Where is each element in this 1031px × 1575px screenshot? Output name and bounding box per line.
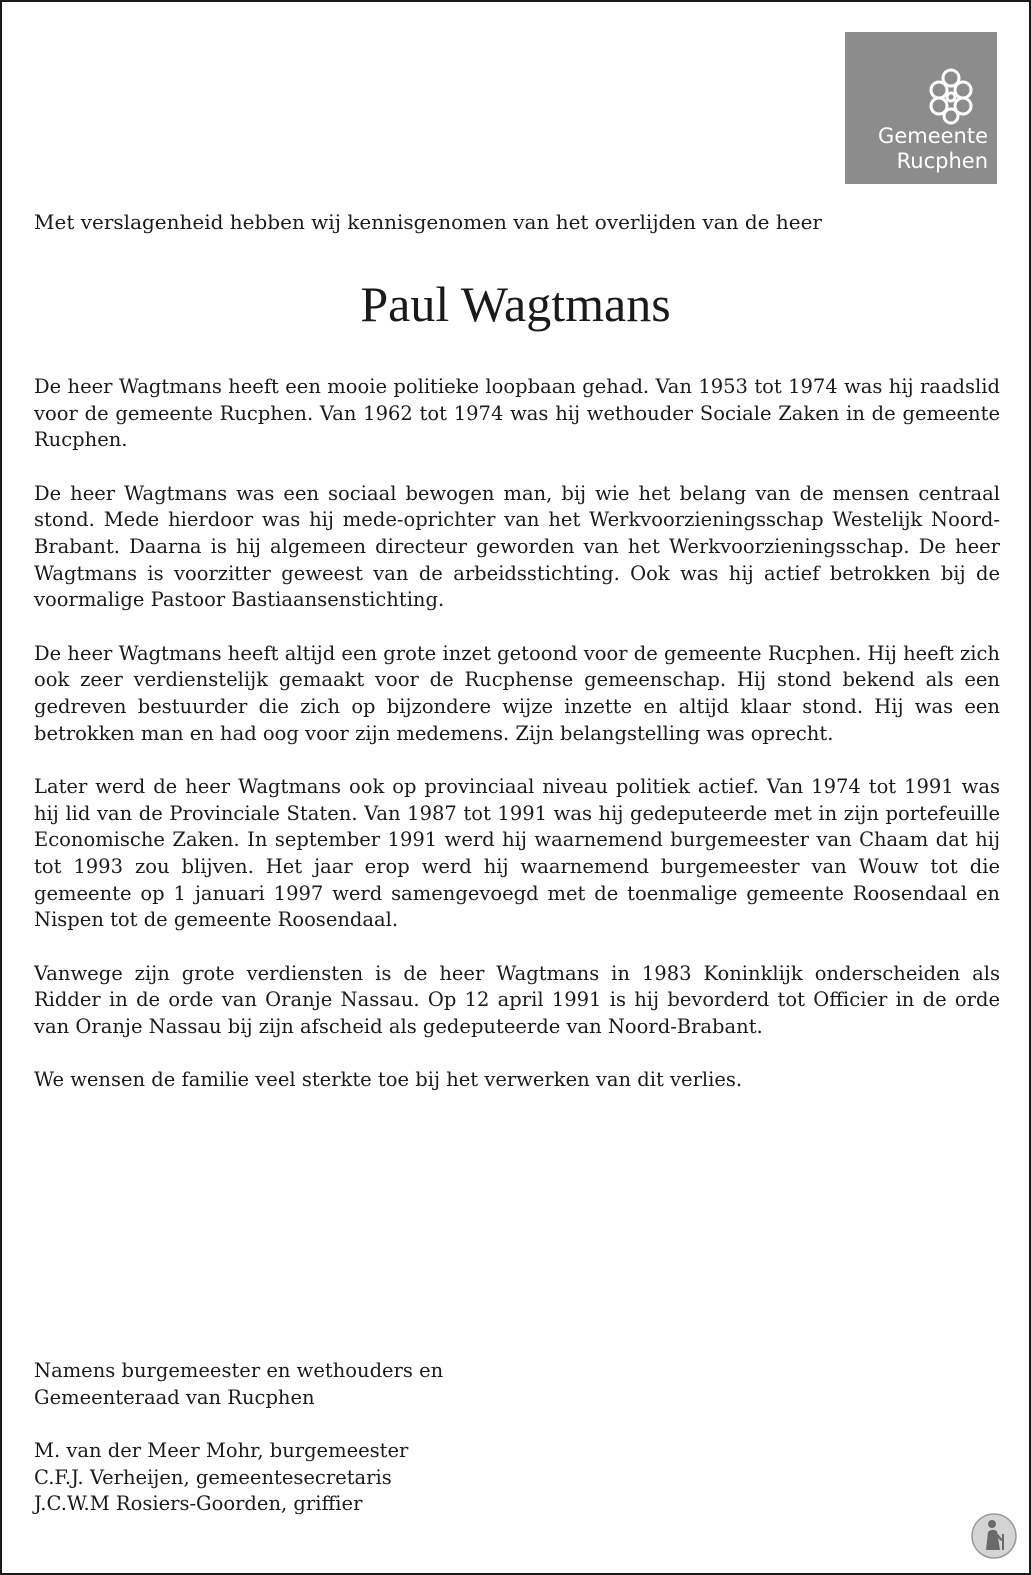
mourning-badge (970, 1512, 1018, 1560)
intro-sentence: Met verslagenheid hebben wij kennisgenomen van het overlijden van de heer (34, 210, 822, 234)
obituary-body (34, 374, 1000, 1121)
council-line: Gemeenteraad van Rucphen (34, 1385, 315, 1409)
logo-line-gemeente: Gemeente (878, 124, 988, 148)
gemeente-rucphen-logo (845, 32, 997, 184)
mourning-figure-icon (970, 1512, 1018, 1560)
signatory-clerk: J.C.W.M Rosiers-Goorden, griffier (34, 1492, 363, 1516)
signatory-mayor: M. van der Meer Mohr, burgemeester (34, 1439, 409, 1463)
paragraph-career: De heer Wagtmans heeft een mooie politieke loopbaan gehad. Van 1953 tot 1974 was hij raadslid voor de gemeente Rucphen. Van 1962 tot 1974 was hij wethouder Sociale Zaken in de gemeente Rucphen. (34, 375, 1000, 452)
logo-text (845, 124, 988, 174)
signatory-secretary: C.F.J. Verheijen, gemeentesecretaris (34, 1465, 392, 1489)
on-behalf-line: Namens burgemeester en wethouders en (34, 1359, 444, 1382)
deceased-name: Paul Wagtmans (360, 276, 671, 332)
paragraph-provincial: Later werd de heer Wagtmans ook op provinciaal niveau politiek actief. Van 1974 tot 1991 was hij lid van de Provinciale Staten. Van 1987 tot 1991 was hij gedeputeerde met in zijn portefeuille Economische Zaken. In september 1991 werd hij waarnemend burgemeester van Chaam dat hij tot 1993 zou blijven. Het jaar erop werd hij waarnemend burgemeester van Wouw tot die gemeente op 1 januari 1997 werd samengevoegd met de toenmalige gemeente Roosendaal en Nispen tot de gemeente Roosendaal. (34, 775, 1000, 932)
signature-block (34, 1358, 934, 1518)
paragraph-social: De heer Wagtmans was een sociaal bewogen man, bij wie het belang van de mensen centraal stond. Mede hierdoor was hij mede-oprichter van het Werkvoorzieningsschap Westelijk Noord-Brabant. Daarna is hij algemeen directeur geworden van het Werkvoorzieningsschap. De heer Wagtmans is voorzitter geweest van de arbeidsstichting. Ook was hij actief betrokken bij de voormalige Pastoor Bastiaansenstichting. (34, 481, 1000, 612)
logo-line-rucphen: Rucphen (896, 149, 988, 173)
paragraph-commitment: De heer Wagtmans heeft altijd een grote inzet getoond voor de gemeente Rucphen. Hij heeft zich ook zeer verdienstelijk gemaakt voor de Rucphense gemeenschap. Hij stond bekend als een gedreven bestuurder die zich op bijzondere wijze inzette en altijd klaar stond. Hij was een betrokken man en had oog voor zijn medemens. Zijn belangstelling was oprecht. (34, 641, 1000, 745)
paragraph-condolence: We wensen de familie veel sterkte toe bij het verwerken van dit verlies. (34, 1068, 743, 1092)
paragraph-honours: Vanwege zijn grote verdiensten is de heer Wagtmans in 1983 Koninklijk onderscheiden als Ridder in de orde van Oranje Nassau. Op 12 april 1991 is hij bevorderd tot Officier in de orde van Oranje Nassau bij zijn afscheid als gedeputeerde van Noord-Brabant. (34, 961, 1000, 1038)
